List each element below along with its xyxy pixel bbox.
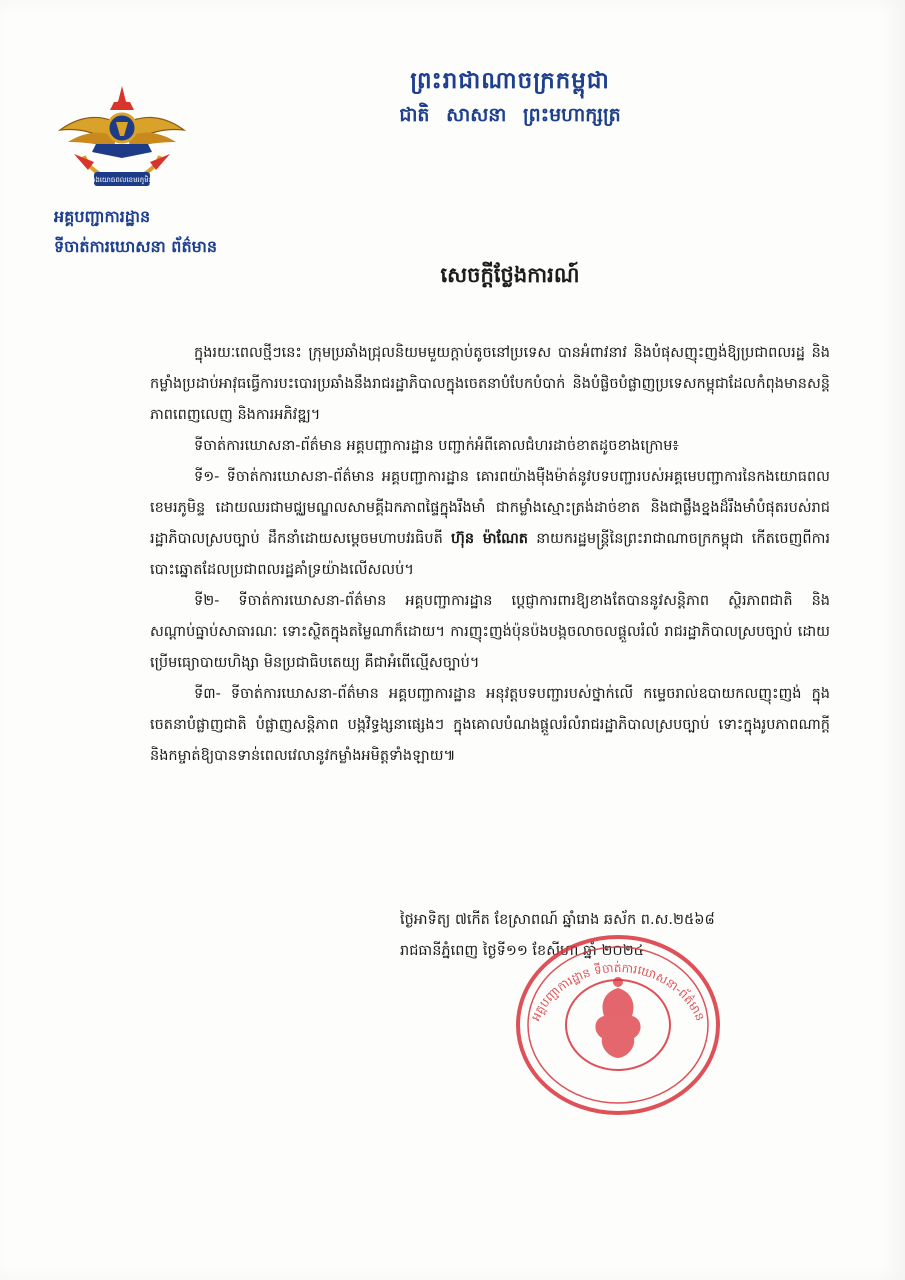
kingdom-name: ព្រះរាជាណាចក្រកម្ពុជា xyxy=(410,68,610,94)
document-body xyxy=(150,338,830,772)
date-lunar: ថ្ងៃអាទិត្យ ៧កើត ខែស្រាពណ៍ ឆ្នាំរោង ឆស័ក ព.ស.២៥៦៨ xyxy=(400,912,715,928)
department-line-2: ទីចាត់ការឃោសនា ព័ត៌មាន xyxy=(54,237,217,256)
paragraph-point-3: ទី៣- ទីចាត់ការឃោសនា-ព័ត៌មាន អគ្គបញ្ជាការដ្ឋាន អនុវត្តបទបញ្ជារបស់ថ្នាក់លើ កម្ទេចរាល់ឧបាយកលញុះញង់ ក្នុងចេតនាបំផ្លាញជាតិ បំផ្លាញសន្តិភាព បង្កវិទ្ធង្សនាផ្សេងៗ ក្នុងគោលបំណងផ្តួលរំលំរាជរដ្ឋាភិបាលស្របច្បាប់ ទោះក្នុងរូបភាពណាក្តី និងកម្ចាត់ឱ្យបានទាន់ពេលវេលានូវកម្លាំងអមិត្តទាំងឡាយ៕ xyxy=(150,686,830,764)
official-seal-icon xyxy=(508,930,728,1120)
paragraph-point-2: ទី២- ទីចាត់ការឃោសនា-ព័ត៌មាន អគ្គបញ្ជាការដ្ឋាន ប្តេជ្ញាការពារឱ្យខាងតែបាននូវសន្តិភាព ស្ថិរភាពជាតិ និង សណ្តាប់ធ្នាប់សាធារណៈ ទោះស្ថិតក្នុងតម្លៃណាក៏ដោយ។ ការញុះញង់ប៉ុនប៉ងបង្កចលាចលផ្តួលរំលំ រាជរដ្ឋាភិបាលស្របច្បាប់ ដោយប្រើមធ្យោបាយហិង្សា មិនប្រជាធិបតេយ្យ គឺជាអំពើល្មើសច្បាប់។ xyxy=(150,593,830,671)
emblem-inscription: កងយោធពលខេមរភូមិន្ទ xyxy=(90,176,154,184)
point-1-text-b: នាយករដ្ឋមន្ត្រីនៃព្រះរាជាណាចក្រកម្ពុជា កើតចេញពីការបោះឆ្នោតដែលប្រជាពលរដ្ឋគាំទ្រយ៉ាងលើសលប់។ xyxy=(150,531,831,578)
department-line-1: អគ្គបញ្ជាការដ្ឋាន xyxy=(54,207,151,226)
department-heading xyxy=(54,202,217,262)
point-1-text-a: ទី១- ទីចាត់ការឃោសនា-ព័ត៌មាន អគ្គបញ្ជាការដ្ឋាន គោរពយ៉ាងម៉ឺងម៉ាត់នូវបទបញ្ជារបស់អគ្គមេបញ្ជាការនៃកងយោធពលខេមរភូមិន្ទ ដោយឈរជាមជ្ឈមណ្ឌលសាមគ្គីឯកភាពផ្ទៃក្នុងរឹងមាំ ជាកម្លាំងស្មោះត្រង់ដាច់ខាត និងជាផ្លឹងខ្នងដ៏រឹងមាំបំផុតរបស់រាជរដ្ឋាភិបាលស្របច្បាប់ ដឹកនាំដោយសម្តេចមហាបវរធិបតី xyxy=(150,469,830,547)
date-solar: រាជធានីភ្នំពេញ ថ្ងៃទី១១ ខែសីហា ឆ្នាំ ២០២៤ xyxy=(400,943,644,959)
paragraph-intro: ក្នុងរយៈពេលថ្មីៗនេះ ក្រុមប្រឆាំងជ្រុលនិយមមួយក្តាប់តូចនៅប្រទេស បានអំពាវនាវ និងបំផុសញុះញង់ឱ្យប្រជាពលរដ្ឋ និងកម្លាំងប្រដាប់អាវុធធ្វើការបះបោរប្រឆាំងនឹងរាជរដ្ឋាភិបាលក្នុងចេតនាបំបែកបំបាក់ និងបំផ្លិចបំផ្លាញប្រទេសកម្ពុជាដែលកំពុងមានសន្តិភាពពេញលេញ និងការអភិវឌ្ឍ។ xyxy=(150,345,830,423)
paragraph-point-1 xyxy=(150,462,830,586)
national-motto: ជាតិ សាសនា ព្រះមហាក្សត្រ xyxy=(399,104,621,126)
kingdom-header xyxy=(300,64,720,132)
document-title: សេចក្តីថ្លែងការណ៍ xyxy=(440,263,580,287)
paragraph-position: ទីចាត់ការឃោសនា-ព័ត៌មាន អគ្គបញ្ជាការដ្ឋាន បញ្ជាក់អំពីគោលជំហរដាច់ខាតដូចខាងក្រោម៖ xyxy=(194,438,679,454)
seal-text: អគ្គបញ្ជាការដ្ឋាន ទីចាត់ការឃោសនា-ព័ត៌មាន xyxy=(528,960,708,1024)
prime-minister-name: ហ៊ុន ម៉ាណែត xyxy=(451,531,529,547)
military-emblem-icon xyxy=(54,84,190,194)
